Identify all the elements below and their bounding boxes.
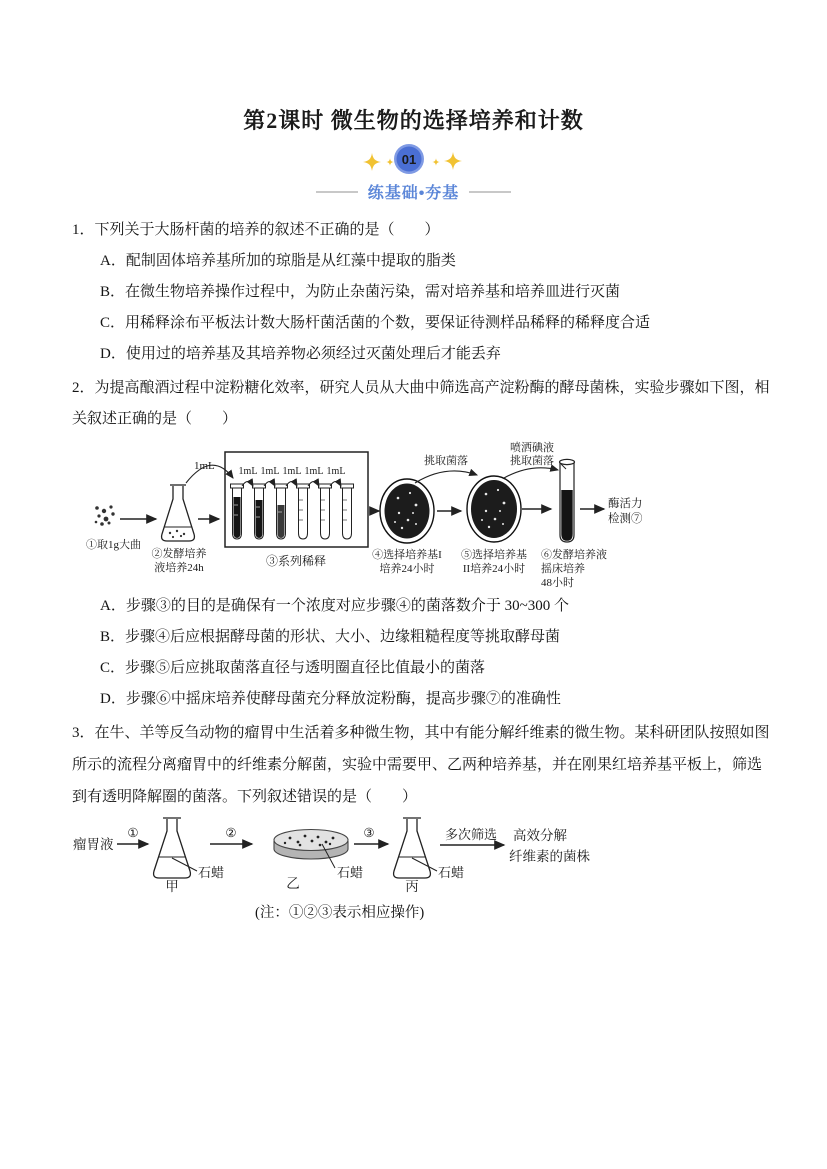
section-label: 练基础•夯基: [367, 185, 460, 202]
q2-step5-label-l1: ⑤选择培养基: [461, 549, 527, 561]
badge-01: [352, 140, 472, 180]
q2-option-d: D．步骤⑥中摇床培养使酵母菌充分释放淀粉酶，提高步骤⑦的准确性: [100, 691, 561, 707]
q3-paraffin-label: 石蜡: [198, 865, 225, 880]
q2-step6-label-l3: 48小时: [541, 577, 574, 589]
q2-ml-label: 1mL: [282, 466, 302, 477]
culture-tube-icon: [560, 459, 575, 542]
q3-flask1-label: 甲: [165, 879, 179, 894]
q3-stem-line2: 所示的流程分离瘤胃中的纤维素分解菌，实验中需要甲、乙两种培养基，并在刚果红培养基平板上，筛选: [72, 757, 763, 773]
q3-stem-line3: 到有透明降解圈的菌落。下列叙述错误的是（ ）: [72, 789, 418, 805]
q3-note: (注：①②③表示相应操作): [255, 905, 425, 921]
badge-number: 01: [401, 152, 417, 167]
transfer-curve: [415, 471, 477, 483]
q2-step6-label-l2: 摇床培养: [541, 563, 585, 575]
q3-op2-label: ②: [225, 826, 237, 840]
q2-option-a: A．步骤③的目的是确保有一个浓度对应步骤④的菌落数介于 30~300 个: [100, 598, 569, 614]
flask-icon: [162, 485, 195, 541]
q2-step1-label: ①取1g大曲: [86, 539, 141, 551]
q2-stem-line2: 关叙述正确的是（ ）: [72, 411, 238, 427]
petri-dish-icon: [380, 479, 434, 543]
divider-line: [316, 191, 358, 193]
q2-ml-label: 1mL: [194, 460, 215, 472]
q3-diagram: [70, 812, 640, 902]
q3-paraffin-label: 石蜡: [438, 865, 465, 880]
q3-paraffin-label: 石蜡: [337, 865, 364, 880]
flask-icon: [154, 818, 197, 878]
q2-ml-label: 1mL: [260, 466, 280, 477]
q3-op3-label: ③: [363, 826, 375, 840]
section-subtitle: [0, 180, 827, 203]
q2-option-b: B．步骤④后应根据酵母菌的形状、大小、边缘粗糙程度等挑取酵母菌: [100, 629, 561, 645]
q2-step2-label-l2: 液培养24h: [154, 562, 204, 574]
q3-source-label: 瘤胃液: [73, 837, 114, 852]
q3-result-label-l2: 纤维素的菌株: [509, 849, 590, 864]
q2-step3-label: ③系列稀释: [265, 554, 327, 568]
q1-option-b: B．在微生物培养操作过程中，为防止杂菌污染，需对培养基和培养皿进行灭菌: [100, 284, 621, 300]
q1-option-a: A．配制固体培养基所加的琼脂是从红藻中提取的脂类: [100, 253, 456, 269]
q2-ml-label: 1mL: [238, 466, 258, 477]
petri-dish-icon: [467, 476, 521, 542]
q2-pick-label: 挑取菌落: [424, 455, 468, 467]
q2-step7-label-l2: 检测⑦: [608, 513, 643, 525]
page-title: 第2课时 微生物的选择培养和计数: [243, 108, 584, 133]
petri-dish-icon: [274, 830, 348, 869]
flask-icon: [394, 818, 437, 878]
q3-dish-label: 乙: [286, 876, 300, 891]
q1-stem: 1．下列关于大肠杆菌的培养的叙述不正确的是（ ）: [72, 222, 440, 238]
q2-option-c: C．步骤⑤后应挑取菌落直径与透明圈直径比值最小的菌落: [100, 660, 486, 676]
test-tube-icon: [231, 484, 354, 539]
q3-stem-line1: 3．在牛、羊等反刍动物的瘤胃中生活着多种微生物，其中有能分解纤维素的微生物。某科研团队按照如图: [72, 725, 770, 741]
q2-step2-label-l1: ②发酵培养: [151, 548, 207, 560]
q2-step6-label-l1: ⑥发酵培养液: [541, 549, 607, 561]
q2-step4-label-l1: ④选择培养基I: [372, 549, 442, 561]
q2-step4-label-l2: 培养24小时: [379, 563, 435, 575]
flask-contents: [169, 530, 185, 538]
transfer-curve: [504, 468, 558, 478]
q2-step5-label-l2: II培养24小时: [462, 563, 526, 575]
q3-multi-screen-label: 多次筛选: [444, 827, 498, 842]
q2-ml-label: 1mL: [326, 466, 346, 477]
divider-line: [469, 191, 511, 193]
q2-step7-label-l1: 酶活力: [608, 498, 643, 510]
q3-op1-label: ①: [127, 826, 139, 840]
q3-flask2-label: 丙: [405, 879, 419, 894]
q2-diagram: [85, 438, 765, 593]
q1-option-c: C．用稀释涂布平板法计数大肠杆菌活菌的个数，要保证待测样品稀释的稀释度合适: [100, 315, 651, 331]
q2-spray-label-l2: 挑取菌落: [510, 455, 554, 467]
q2-ml-label: 1mL: [304, 466, 324, 477]
daqu-granules-icon: [95, 505, 115, 525]
q2-spray-label-l1: 喷洒碘液: [510, 442, 554, 454]
q1-option-d: D．使用过的培养基及其培养物必须经过灭菌处理后才能丢弃: [100, 346, 501, 362]
q2-stem-line1: 2．为提高酿酒过程中淀粉糖化效率，研究人员从大曲中筛选高产淀粉酶的酵母菌株，实验步骤如下图，相: [72, 380, 770, 396]
q3-result-label-l1: 高效分解: [513, 828, 567, 843]
